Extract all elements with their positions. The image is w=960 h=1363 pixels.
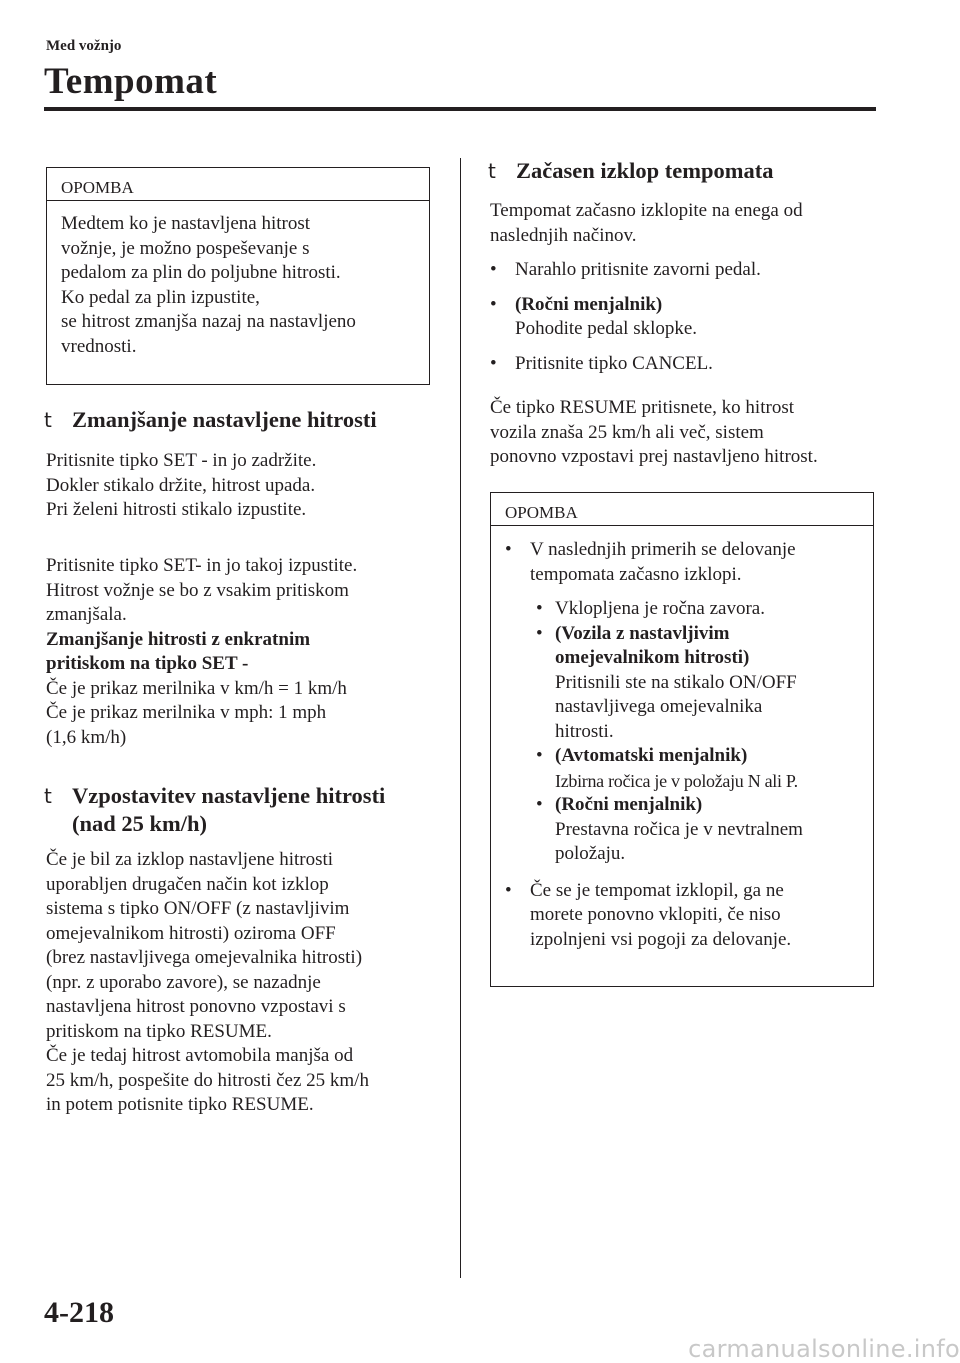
- section-marker-icon: t: [44, 784, 52, 808]
- text-line: (1,6 km/h): [46, 726, 127, 748]
- text-line: (npr. z uporabo zavore), se nazadnje: [46, 971, 321, 993]
- text-line: uporabljen drugačen način kot izklop: [46, 873, 329, 895]
- heading-decrease-speed: [44, 406, 444, 434]
- text-line: ponovno vzpostavi prej nastavljeno hitrost.: [490, 446, 818, 467]
- bullet-icon: •: [536, 745, 543, 766]
- list-item-text: V naslednjih primerih se delovanje: [530, 539, 796, 560]
- heading-resume-speed: [44, 782, 454, 838]
- note-line: pedalom za plin do poljubne hitrosti.: [61, 262, 341, 283]
- sub-item-text: hitrosti.: [555, 720, 614, 742]
- text-line: Pritisnite tipko SET- in jo takoj izpustite.: [46, 555, 358, 576]
- text-line: Tempomat začasno izklopite na enega od: [490, 200, 803, 221]
- sub-item-text: Vklopljena je ročna zavora.: [555, 598, 765, 619]
- text-line: Če je prikaz merilnika v mph: 1 mph: [46, 702, 327, 723]
- note-body: [491, 526, 873, 962]
- list-item: [490, 293, 880, 342]
- paragraph-hold-set: [46, 449, 446, 523]
- sub-item-bold: omejevalnikom hitrosti): [555, 647, 750, 668]
- section-label: Med vožnjo: [46, 38, 122, 54]
- list-item-text: Narahlo pritisnite zavorni pedal.: [515, 259, 761, 280]
- text-line: Dokler stikalo držite, hitrost upada.: [46, 474, 316, 496]
- paragraph-tap-set: [46, 554, 446, 750]
- bullet-icon: •: [536, 622, 543, 644]
- sub-list-item: [530, 597, 859, 622]
- note-line: se hitrost zmanjša nazaj na nastavljeno: [61, 311, 356, 332]
- note-body: [47, 201, 429, 369]
- sub-item-text: Izbirna ročica je v položaju N ali P.: [555, 770, 798, 791]
- text-line: vozila znaša 25 km/h ali več, sistem: [490, 421, 764, 443]
- heading-text-line2: (nad 25 km/h): [72, 811, 208, 836]
- page-number: 4-218: [44, 1296, 114, 1329]
- note-line: vožnje, je možno pospeševanje s: [61, 237, 310, 259]
- sub-item-text: Pritisnili ste na stikalo ON/OFF: [555, 671, 797, 693]
- bold-line: pritiskom na tipko SET -: [46, 653, 249, 674]
- page-title: Tempomat: [44, 61, 218, 102]
- sub-list-item: [530, 793, 859, 867]
- heading-temporary-off: [488, 157, 878, 185]
- list-item-text: Če se je tempomat izklopil, ga ne: [530, 879, 784, 901]
- bullet-icon: •: [536, 598, 543, 619]
- text-line: sistema s tipko ON/OFF (z nastavljivim: [46, 898, 350, 919]
- text-line: 25 km/h, pospešite do hitrosti čez 25 km/h: [46, 1069, 369, 1091]
- note-line: Medtem ko je nastavljena hitrost: [61, 213, 311, 234]
- text-line: Če je tedaj hitrost avtomobila manjša od: [46, 1045, 354, 1066]
- sub-list-item: [530, 622, 859, 745]
- watermark: carmanualsonline.info: [688, 1335, 960, 1363]
- sub-item-text: Prestavna ročica je v nevtralnem: [555, 818, 803, 840]
- sub-list-item: [530, 744, 859, 793]
- text-line: Pritisnite tipko SET - in jo zadržite.: [46, 450, 317, 471]
- list-item-text: morete ponovno vklopiti, če niso: [530, 904, 781, 925]
- note-heading: OPOMBA: [491, 493, 873, 526]
- heading-text: Začasen izklop tempomata: [516, 158, 774, 183]
- list-item: [490, 352, 880, 377]
- text-line: in potem potisnite tipko RESUME.: [46, 1094, 314, 1115]
- bold-line: Zmanjšanje hitrosti z enkratnim: [46, 628, 311, 650]
- list-item-text: izpolnjeni vsi pogoji za delovanje.: [530, 928, 792, 950]
- list-item: [505, 879, 859, 953]
- text-line: pritiskom na tipko RESUME.: [46, 1020, 272, 1042]
- bullet-icon: •: [490, 259, 497, 280]
- paragraph-intro: [490, 199, 880, 248]
- bullet-icon: •: [505, 879, 512, 901]
- sub-list: [505, 597, 859, 867]
- bullet-icon: •: [490, 293, 497, 315]
- text-line: omejevalnikom hitrosti) oziroma OFF: [46, 922, 336, 944]
- list-item-text: Pritisnite tipko CANCEL.: [515, 352, 713, 374]
- bullet-icon: •: [536, 794, 543, 815]
- text-line: nastavljena hitrost ponovno vzpostavi s: [46, 996, 346, 1017]
- list-item: [490, 258, 880, 283]
- note-box-1: [46, 167, 430, 385]
- sub-item-bold: (Ročni menjalnik): [555, 794, 703, 815]
- list-item-text: Pohodite pedal sklopke.: [515, 318, 698, 339]
- text-line: Če je bil za izklop nastavljene hitrosti: [46, 849, 334, 870]
- heading-text: Zmanjšanje nastavljene hitrosti: [72, 407, 377, 432]
- note-line: vrednosti.: [61, 335, 137, 357]
- note-heading: OPOMBA: [47, 168, 429, 201]
- note-line: Ko pedal za plin izpustite,: [61, 286, 260, 308]
- list-item: [505, 538, 859, 587]
- text-line: zmanjšala.: [46, 604, 127, 625]
- note-box-2: [490, 492, 874, 987]
- text-line: Pri želeni hitrosti stikalo izpustite.: [46, 499, 307, 520]
- sub-item-bold: (Vozila z nastavljivim: [555, 622, 730, 644]
- section-marker-icon: t: [44, 408, 52, 432]
- paragraph-resume-over-25: [490, 396, 885, 470]
- text-line: naslednjih načinov.: [490, 224, 637, 246]
- paragraph-resume: [46, 848, 456, 1118]
- section-marker-icon: t: [488, 159, 496, 183]
- text-line: Če tipko RESUME pritisnete, ko hitrost: [490, 397, 794, 418]
- column-divider: [460, 158, 461, 1278]
- text-line: Hitrost vožnje se bo z vsakim pritiskom: [46, 579, 349, 601]
- list-item-text: tempomata začasno izklopi.: [530, 563, 742, 585]
- bullet-icon: •: [490, 352, 497, 374]
- sub-item-text: nastavljivega omejevalnika: [555, 696, 763, 717]
- title-rule: [44, 107, 876, 111]
- list-item-bold: (Ročni menjalnik): [515, 293, 663, 315]
- heading-text: Vzpostavitev nastavljene hitrosti: [72, 783, 386, 808]
- bullet-icon: •: [505, 539, 512, 560]
- text-line: (brez nastavljivega omejevalnika hitrosti): [46, 947, 363, 968]
- sub-item-bold: (Avtomatski menjalnik): [555, 745, 748, 766]
- text-line: Če je prikaz merilnika v km/h = 1 km/h: [46, 677, 347, 699]
- sub-item-text: položaju.: [555, 843, 626, 864]
- bullet-list: [490, 258, 880, 376]
